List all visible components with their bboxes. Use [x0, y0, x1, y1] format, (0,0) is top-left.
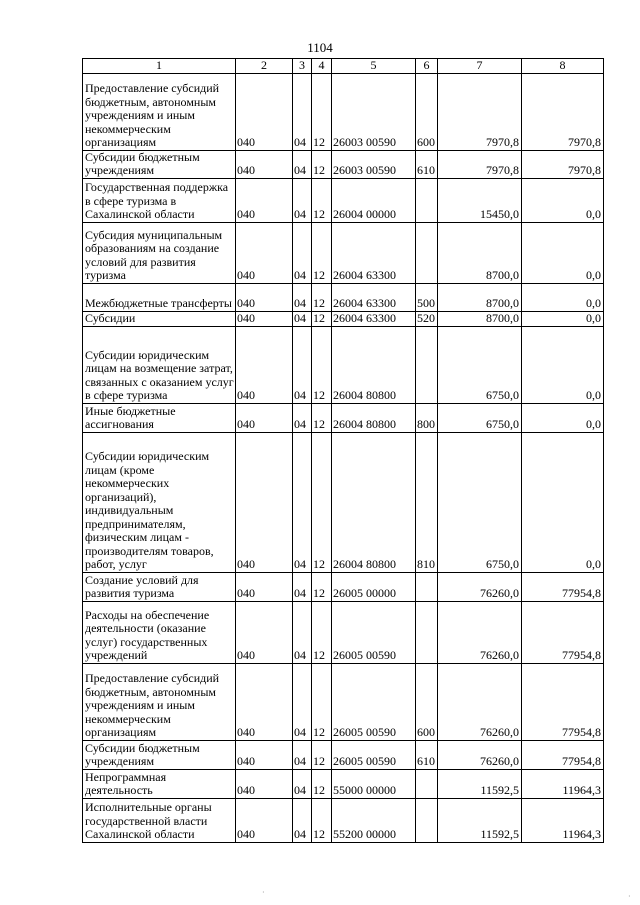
row-amount-8: 0,0: [522, 283, 604, 311]
row-amount-7: 6750,0: [438, 432, 522, 572]
row-admin-code: 040: [236, 740, 293, 769]
row-section: 04: [293, 798, 312, 842]
table-row: [83, 178, 604, 222]
row-subsection: 12: [312, 403, 332, 432]
row-admin-code: 040: [236, 572, 293, 601]
col-header-3: 3: [293, 59, 312, 74]
table-row: [83, 572, 604, 601]
row-name: Субсидии бюджетным учреждениям: [83, 740, 236, 769]
row-name: Иные бюджетные ассигнования: [83, 403, 236, 432]
budget-table: [82, 58, 604, 843]
row-section: 04: [293, 283, 312, 311]
row-subsection: 12: [312, 601, 332, 663]
row-expense-type: 610: [416, 740, 438, 769]
row-amount-8: 0,0: [522, 178, 604, 222]
row-section: 04: [293, 663, 312, 740]
row-admin-code: 040: [236, 769, 293, 798]
row-target-article: 26004 80800: [332, 432, 416, 572]
row-section: 04: [293, 572, 312, 601]
row-subsection: 12: [312, 798, 332, 842]
row-name: Расходы на обеспечение деятельности (оказание услуг) государственных учреждений: [83, 601, 236, 663]
table-row: [83, 432, 604, 572]
row-amount-7: 76260,0: [438, 572, 522, 601]
row-target-article: 26004 80800: [332, 403, 416, 432]
row-amount-7: 76260,0: [438, 740, 522, 769]
row-section: 04: [293, 178, 312, 222]
row-amount-8: 11964,3: [522, 798, 604, 842]
row-expense-type: [416, 769, 438, 798]
row-target-article: 26005 00590: [332, 663, 416, 740]
row-amount-8: 0,0: [522, 222, 604, 283]
row-admin-code: 040: [236, 601, 293, 663]
row-amount-8: 0,0: [522, 432, 604, 572]
row-amount-8: 0,0: [522, 403, 604, 432]
row-expense-type: 810: [416, 432, 438, 572]
row-expense-type: [416, 572, 438, 601]
row-target-article: 26005 00590: [332, 601, 416, 663]
row-subsection: 12: [312, 178, 332, 222]
row-amount-7: 8700,0: [438, 222, 522, 283]
col-header-2: 2: [236, 59, 293, 74]
row-target-article: 26003 00590: [332, 73, 416, 150]
row-subsection: 12: [312, 283, 332, 311]
row-target-article: 26005 00590: [332, 740, 416, 769]
row-name: Межбюджетные трансферты: [83, 283, 236, 311]
row-name: Субсидии юридическим лицам на возмещение затрат, связанных с оказанием услуг в сфере туризма: [83, 326, 236, 403]
row-target-article: 26005 00000: [332, 572, 416, 601]
table-row: [83, 663, 604, 740]
row-section: 04: [293, 222, 312, 283]
col-header-1: 1: [83, 59, 236, 74]
row-amount-8: 11964,3: [522, 769, 604, 798]
table-row: [83, 769, 604, 798]
scan-mark: ·: [262, 888, 265, 897]
row-name: Субсидии юридическим лицам (кроме некоммерческих организаций), индивидуальным предпринимателям, физическим лицам - производителям товаров, работ, услуг: [83, 432, 236, 572]
row-section: 04: [293, 150, 312, 178]
row-name: Субсидии: [83, 311, 236, 326]
table-row: [83, 740, 604, 769]
table-row: [83, 403, 604, 432]
row-target-article: 55000 00000: [332, 769, 416, 798]
row-amount-7: 7970,8: [438, 73, 522, 150]
row-expense-type: [416, 178, 438, 222]
table-row: [83, 326, 604, 403]
row-amount-7: 15450,0: [438, 178, 522, 222]
row-expense-type: [416, 222, 438, 283]
row-subsection: 12: [312, 663, 332, 740]
page-number: 1104: [307, 40, 333, 55]
row-amount-7: 76260,0: [438, 601, 522, 663]
row-amount-7: 8700,0: [438, 311, 522, 326]
row-amount-7: 6750,0: [438, 326, 522, 403]
row-admin-code: 040: [236, 283, 293, 311]
table-row: [83, 311, 604, 326]
table-row: [83, 150, 604, 178]
row-admin-code: 040: [236, 798, 293, 842]
row-name: Предоставление субсидий бюджетным, автономным учреждениям и иным некоммерческим организациям: [83, 663, 236, 740]
row-admin-code: 040: [236, 432, 293, 572]
row-expense-type: 520: [416, 311, 438, 326]
row-amount-7: 8700,0: [438, 283, 522, 311]
row-subsection: 12: [312, 326, 332, 403]
row-admin-code: 040: [236, 311, 293, 326]
row-amount-7: 6750,0: [438, 403, 522, 432]
col-header-4: 4: [312, 59, 332, 74]
row-target-article: 26004 80800: [332, 326, 416, 403]
row-section: 04: [293, 326, 312, 403]
col-header-5: 5: [332, 59, 416, 74]
row-amount-7: 7970,8: [438, 150, 522, 178]
row-target-article: 55200 00000: [332, 798, 416, 842]
row-expense-type: 800: [416, 403, 438, 432]
row-target-article: 26004 63300: [332, 283, 416, 311]
row-name: Исполнительные органы государственной власти Сахалинской области: [83, 798, 236, 842]
row-amount-8: 77954,8: [522, 663, 604, 740]
table-row: [83, 798, 604, 842]
table-row: [83, 601, 604, 663]
row-target-article: 26003 00590: [332, 150, 416, 178]
row-name: Субсидия муниципальным образованиям на создание условий для развития туризма: [83, 222, 236, 283]
row-target-article: 26004 00000: [332, 178, 416, 222]
row-admin-code: 040: [236, 222, 293, 283]
row-target-article: 26004 63300: [332, 311, 416, 326]
row-name: Непрограммная деятельность: [83, 769, 236, 798]
row-subsection: 12: [312, 572, 332, 601]
row-expense-type: [416, 798, 438, 842]
row-subsection: 12: [312, 73, 332, 150]
row-amount-7: 11592,5: [438, 798, 522, 842]
row-amount-8: 0,0: [522, 311, 604, 326]
row-name: Субсидии бюджетным учреждениям: [83, 150, 236, 178]
row-name: Государственная поддержка в сфере туризма в Сахалинской области: [83, 178, 236, 222]
row-expense-type: [416, 326, 438, 403]
row-name: Создание условий для развития туризма: [83, 572, 236, 601]
row-admin-code: 040: [236, 73, 293, 150]
row-name: Предоставление субсидий бюджетным, автономным учреждениям и иным некоммерческим организациям: [83, 73, 236, 150]
scan-mark: ·: [628, 892, 631, 901]
row-amount-8: 77954,8: [522, 601, 604, 663]
row-expense-type: [416, 601, 438, 663]
row-target-article: 26004 63300: [332, 222, 416, 283]
row-section: 04: [293, 311, 312, 326]
row-amount-8: 7970,8: [522, 73, 604, 150]
row-expense-type: 500: [416, 283, 438, 311]
row-amount-8: 7970,8: [522, 150, 604, 178]
row-amount-8: 77954,8: [522, 572, 604, 601]
table-row: [83, 283, 604, 311]
header-row: [83, 59, 604, 74]
row-admin-code: 040: [236, 663, 293, 740]
row-expense-type: 600: [416, 663, 438, 740]
row-section: 04: [293, 432, 312, 572]
row-admin-code: 040: [236, 150, 293, 178]
row-subsection: 12: [312, 740, 332, 769]
col-header-6: 6: [416, 59, 438, 74]
row-subsection: 12: [312, 769, 332, 798]
table-row: [83, 73, 604, 150]
col-header-8: 8: [522, 59, 604, 74]
row-section: 04: [293, 73, 312, 150]
row-section: 04: [293, 601, 312, 663]
row-admin-code: 040: [236, 326, 293, 403]
row-subsection: 12: [312, 432, 332, 572]
row-section: 04: [293, 769, 312, 798]
row-amount-8: 77954,8: [522, 740, 604, 769]
row-amount-8: 0,0: [522, 326, 604, 403]
row-admin-code: 040: [236, 403, 293, 432]
col-header-7: 7: [438, 59, 522, 74]
table-row: [83, 222, 604, 283]
row-section: 04: [293, 403, 312, 432]
row-expense-type: 610: [416, 150, 438, 178]
row-section: 04: [293, 740, 312, 769]
row-subsection: 12: [312, 311, 332, 326]
row-expense-type: 600: [416, 73, 438, 150]
row-amount-7: 76260,0: [438, 663, 522, 740]
row-subsection: 12: [312, 222, 332, 283]
row-amount-7: 11592,5: [438, 769, 522, 798]
row-admin-code: 040: [236, 178, 293, 222]
row-subsection: 12: [312, 150, 332, 178]
